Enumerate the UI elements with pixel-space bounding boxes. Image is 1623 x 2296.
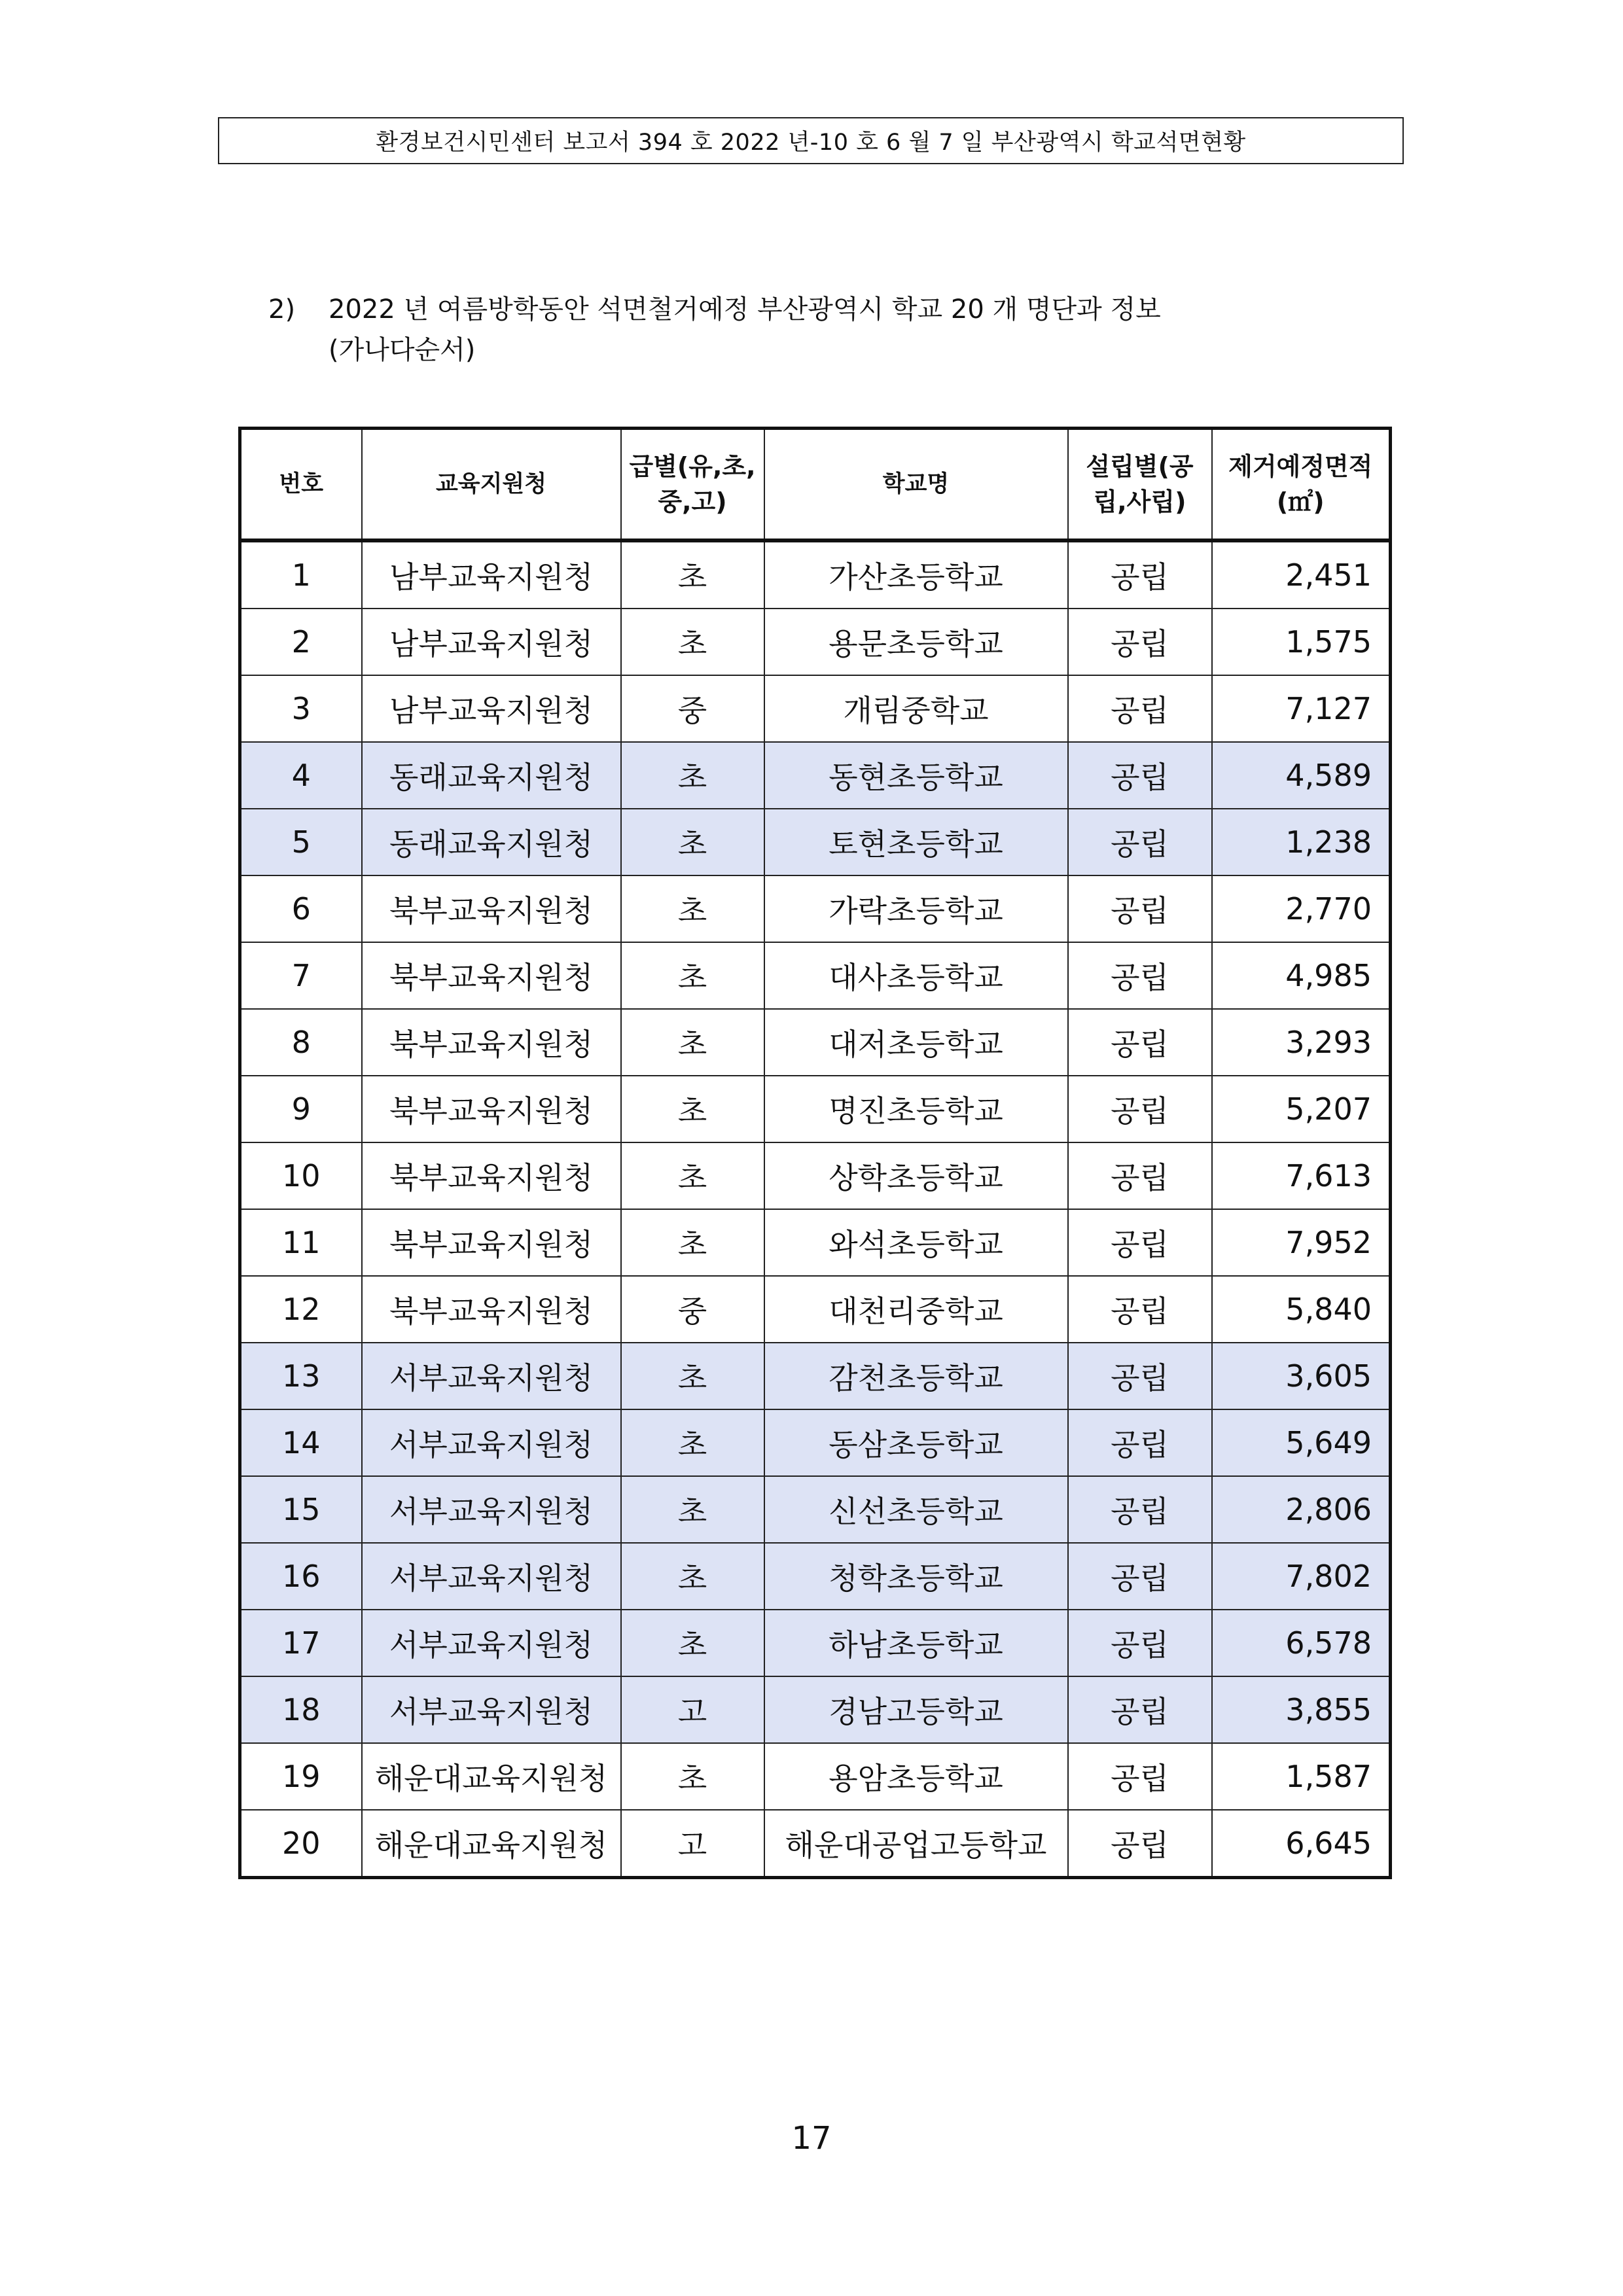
cell-office: 서부교육지원청 — [362, 1676, 621, 1743]
cell-school: 상학초등학교 — [764, 1142, 1068, 1209]
section-heading — [268, 289, 1161, 370]
cell-level: 초 — [621, 609, 764, 675]
cell-level: 초 — [621, 809, 764, 875]
cell-level: 초 — [621, 540, 764, 609]
page-number: 17 — [791, 2120, 832, 2157]
cell-school: 해운대공업고등학교 — [764, 1810, 1068, 1878]
cell-level: 초 — [621, 1142, 764, 1209]
cell-school: 신선초등학교 — [764, 1476, 1068, 1543]
cell-office: 서부교육지원청 — [362, 1543, 621, 1610]
cell-office: 남부교육지원청 — [362, 609, 621, 675]
table-row — [240, 540, 1391, 609]
cell-school: 가락초등학교 — [764, 875, 1068, 942]
table-row — [240, 1209, 1391, 1276]
cell-school: 경남고등학교 — [764, 1676, 1068, 1743]
cell-office: 북부교육지원청 — [362, 875, 621, 942]
cell-school: 대저초등학교 — [764, 1009, 1068, 1076]
cell-school: 용암초등학교 — [764, 1743, 1068, 1810]
cell-area: 7,127 — [1212, 675, 1391, 742]
document-header — [218, 117, 1404, 164]
cell-office: 북부교육지원청 — [362, 1209, 621, 1276]
cell-office: 서부교육지원청 — [362, 1343, 621, 1409]
cell-area: 3,293 — [1212, 1009, 1391, 1076]
cell-type: 공립 — [1068, 1009, 1212, 1076]
cell-school: 명진초등학교 — [764, 1076, 1068, 1142]
cell-type: 공립 — [1068, 1343, 1212, 1409]
cell-office: 북부교육지원청 — [362, 942, 621, 1009]
cell-level: 초 — [621, 1476, 764, 1543]
cell-level: 초 — [621, 1343, 764, 1409]
cell-type: 공립 — [1068, 609, 1212, 675]
cell-type: 공립 — [1068, 809, 1212, 875]
table-row — [240, 675, 1391, 742]
cell-no: 6 — [240, 875, 362, 942]
cell-level: 초 — [621, 1409, 764, 1476]
table-body — [240, 540, 1391, 1878]
table-row — [240, 1543, 1391, 1610]
cell-type: 공립 — [1068, 1476, 1212, 1543]
header-type-line1: 설립별(공 — [1086, 452, 1194, 481]
header-area — [1212, 429, 1391, 541]
cell-type: 공립 — [1068, 1142, 1212, 1209]
table-row — [240, 609, 1391, 675]
cell-area: 1,575 — [1212, 609, 1391, 675]
cell-level: 초 — [621, 1076, 764, 1142]
table-header-row — [240, 429, 1391, 541]
table-row — [240, 742, 1391, 809]
table-row — [240, 875, 1391, 942]
cell-type: 공립 — [1068, 875, 1212, 942]
cell-area: 4,589 — [1212, 742, 1391, 809]
cell-area: 1,238 — [1212, 809, 1391, 875]
cell-no: 11 — [240, 1209, 362, 1276]
cell-level: 초 — [621, 1543, 764, 1610]
cell-level: 초 — [621, 942, 764, 1009]
cell-level: 고 — [621, 1810, 764, 1878]
header-type — [1068, 429, 1212, 541]
table-row — [240, 1676, 1391, 1743]
cell-school: 대사초등학교 — [764, 942, 1068, 1009]
cell-no: 7 — [240, 942, 362, 1009]
cell-no: 20 — [240, 1810, 362, 1878]
cell-type: 공립 — [1068, 1743, 1212, 1810]
cell-area: 1,587 — [1212, 1743, 1391, 1810]
cell-level: 초 — [621, 742, 764, 809]
document-header-text: 환경보건시민센터 보고서 394 호 2022 년-10 호 6 월 7 일 부산광역시 학교석면현황 — [376, 130, 1246, 156]
cell-no: 3 — [240, 675, 362, 742]
cell-area: 2,451 — [1212, 540, 1391, 609]
cell-no: 17 — [240, 1610, 362, 1676]
cell-type: 공립 — [1068, 942, 1212, 1009]
cell-type: 공립 — [1068, 1610, 1212, 1676]
cell-level: 중 — [621, 675, 764, 742]
cell-office: 남부교육지원청 — [362, 540, 621, 609]
cell-area: 6,578 — [1212, 1610, 1391, 1676]
cell-office: 서부교육지원청 — [362, 1476, 621, 1543]
header-level — [621, 429, 764, 541]
cell-office: 북부교육지원청 — [362, 1076, 621, 1142]
cell-office: 북부교육지원청 — [362, 1142, 621, 1209]
cell-school: 대천리중학교 — [764, 1276, 1068, 1343]
table-row — [240, 1409, 1391, 1476]
school-table — [238, 427, 1392, 1879]
cell-school: 청학초등학교 — [764, 1543, 1068, 1610]
cell-no: 9 — [240, 1076, 362, 1142]
cell-level: 중 — [621, 1276, 764, 1343]
header-level-line2: 중,고) — [658, 487, 727, 516]
header-office: 교육지원청 — [362, 429, 621, 541]
table-row — [240, 1610, 1391, 1676]
header-level-line1: 급별(유,초, — [629, 452, 756, 481]
cell-type: 공립 — [1068, 1076, 1212, 1142]
cell-area: 5,207 — [1212, 1076, 1391, 1142]
section-title: 2022 년 여름방학동안 석면철거예정 부산광역시 학교 20 개 명단과 정보 — [329, 294, 1161, 325]
cell-type: 공립 — [1068, 1543, 1212, 1610]
cell-no: 18 — [240, 1676, 362, 1743]
cell-office: 북부교육지원청 — [362, 1009, 621, 1076]
cell-no: 4 — [240, 742, 362, 809]
table-row — [240, 1076, 1391, 1142]
cell-office: 서부교육지원청 — [362, 1409, 621, 1476]
cell-level: 초 — [621, 1610, 764, 1676]
cell-no: 13 — [240, 1343, 362, 1409]
header-area-line1: 제거예정면적 — [1228, 452, 1373, 481]
cell-no: 15 — [240, 1476, 362, 1543]
table-row — [240, 1343, 1391, 1409]
table-row — [240, 1476, 1391, 1543]
cell-type: 공립 — [1068, 742, 1212, 809]
cell-office: 서부교육지원청 — [362, 1610, 621, 1676]
cell-office: 해운대교육지원청 — [362, 1810, 621, 1878]
cell-level: 초 — [621, 875, 764, 942]
cell-no: 5 — [240, 809, 362, 875]
cell-type: 공립 — [1068, 1209, 1212, 1276]
cell-office: 동래교육지원청 — [362, 809, 621, 875]
table-row — [240, 1276, 1391, 1343]
cell-area: 7,613 — [1212, 1142, 1391, 1209]
cell-office: 북부교육지원청 — [362, 1276, 621, 1343]
cell-area: 5,649 — [1212, 1409, 1391, 1476]
cell-no: 12 — [240, 1276, 362, 1343]
table-row — [240, 1009, 1391, 1076]
cell-no: 10 — [240, 1142, 362, 1209]
section-number: 2) — [268, 294, 296, 325]
cell-area: 2,770 — [1212, 875, 1391, 942]
cell-school: 가산초등학교 — [764, 540, 1068, 609]
cell-type: 공립 — [1068, 1676, 1212, 1743]
header-school: 학교명 — [764, 429, 1068, 541]
cell-office: 해운대교육지원청 — [362, 1743, 621, 1810]
cell-level: 초 — [621, 1009, 764, 1076]
cell-school: 동삼초등학교 — [764, 1409, 1068, 1476]
cell-area: 3,855 — [1212, 1676, 1391, 1743]
section-subtitle: (가나다순서) — [329, 335, 476, 365]
cell-office: 동래교육지원청 — [362, 742, 621, 809]
table-row — [240, 1743, 1391, 1810]
cell-no: 8 — [240, 1009, 362, 1076]
cell-area: 6,645 — [1212, 1810, 1391, 1878]
table-row — [240, 1810, 1391, 1878]
cell-type: 공립 — [1068, 1409, 1212, 1476]
cell-school: 개림중학교 — [764, 675, 1068, 742]
header-no: 번호 — [240, 429, 362, 541]
cell-type: 공립 — [1068, 540, 1212, 609]
table-row — [240, 809, 1391, 875]
cell-school: 용문초등학교 — [764, 609, 1068, 675]
cell-area: 2,806 — [1212, 1476, 1391, 1543]
cell-no: 1 — [240, 540, 362, 609]
cell-level: 초 — [621, 1209, 764, 1276]
cell-no: 14 — [240, 1409, 362, 1476]
cell-area: 7,952 — [1212, 1209, 1391, 1276]
cell-area: 4,985 — [1212, 942, 1391, 1009]
header-area-line2: (㎡) — [1276, 487, 1325, 516]
cell-area: 3,605 — [1212, 1343, 1391, 1409]
cell-level: 초 — [621, 1743, 764, 1810]
cell-area: 7,802 — [1212, 1543, 1391, 1610]
cell-school: 감천초등학교 — [764, 1343, 1068, 1409]
cell-type: 공립 — [1068, 1276, 1212, 1343]
cell-type: 공립 — [1068, 1810, 1212, 1878]
cell-level: 고 — [621, 1676, 764, 1743]
header-type-line2: 립,사립) — [1093, 487, 1186, 516]
cell-school: 하남초등학교 — [764, 1610, 1068, 1676]
cell-school: 와석초등학교 — [764, 1209, 1068, 1276]
cell-area: 5,840 — [1212, 1276, 1391, 1343]
cell-no: 16 — [240, 1543, 362, 1610]
cell-school: 동현초등학교 — [764, 742, 1068, 809]
cell-type: 공립 — [1068, 675, 1212, 742]
table-row — [240, 1142, 1391, 1209]
cell-school: 토현초등학교 — [764, 809, 1068, 875]
cell-office: 남부교육지원청 — [362, 675, 621, 742]
cell-no: 2 — [240, 609, 362, 675]
cell-no: 19 — [240, 1743, 362, 1810]
table-row — [240, 942, 1391, 1009]
